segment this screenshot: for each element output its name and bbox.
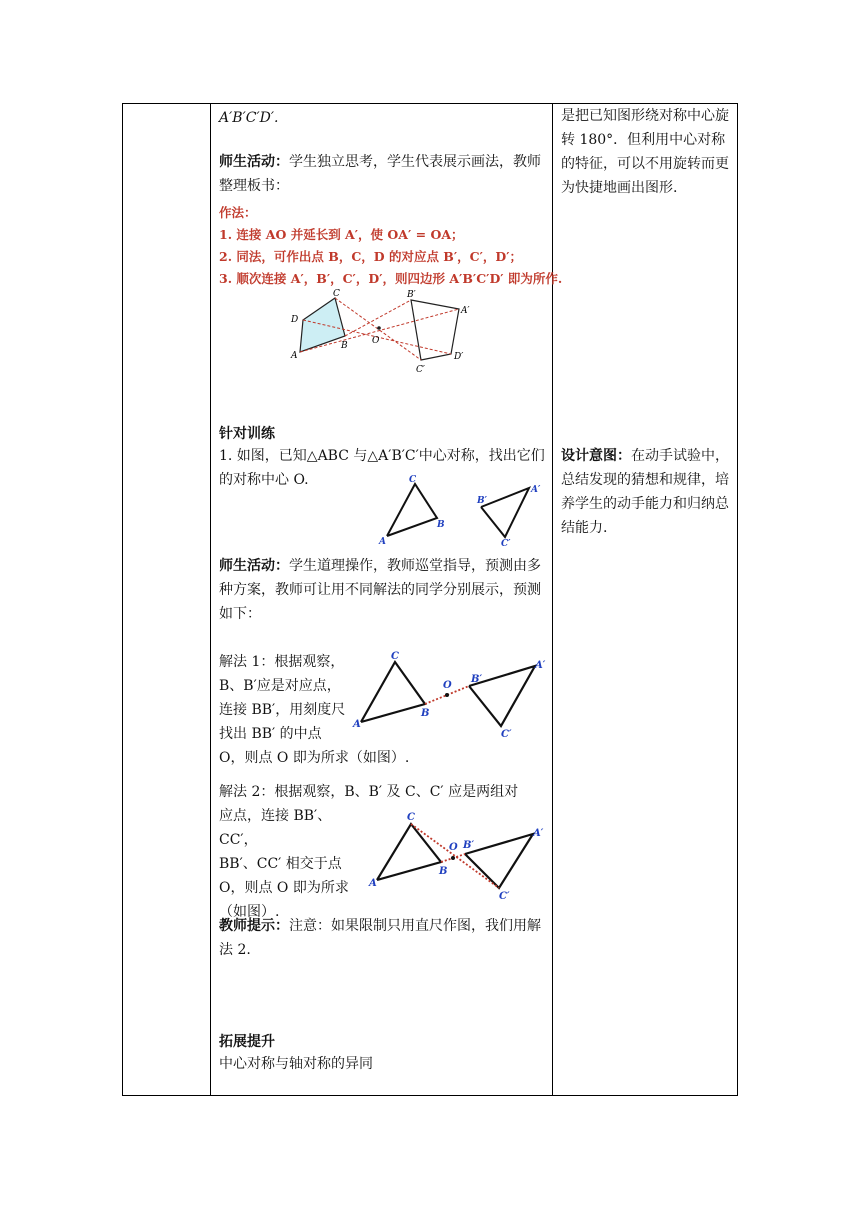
figure-triangles-question [379, 474, 549, 549]
svg-text:B: B [437, 520, 445, 530]
design-intent: 设计意图：在动手试验中，总结发现的猜想和规律，培养学生的动手能力和归纳总结能力. [561, 448, 729, 536]
method-block: 作法： 1. 连接 AO 并延长到 A′，使 OA′ = OA； 2. 同法，可作出点 B，C，D 的对应点 B′，C′，D′； 3. 顺次连接 A′，B′，C′，D′，则四边形 A′B′C′D′ 即为所作. [219, 205, 563, 286]
svg-text:C: C [333, 289, 340, 299]
svg-text:A: A [353, 719, 361, 730]
svg-text:A′: A′ [461, 306, 470, 316]
svg-text:C: C [407, 812, 415, 823]
text-top-line: A′B′C′D′. [219, 110, 279, 126]
figure-quadrilateral [283, 286, 483, 375]
svg-text:A′: A′ [533, 828, 544, 839]
svg-text:O: O [372, 336, 380, 346]
svg-text:B′: B′ [471, 674, 483, 685]
activity-1: 师生活动：学生独立思考，学生代表展示画法，教师整理板书： [219, 154, 541, 194]
svg-text:C: C [409, 475, 417, 485]
figure-solution-1 [353, 644, 553, 739]
svg-text:B′: B′ [463, 840, 475, 851]
svg-text:B: B [439, 866, 448, 877]
svg-text:B: B [341, 341, 348, 351]
teacher-hint: 教师提示：注意：如果限制只用直尺作图，我们用解法 2. [219, 918, 541, 958]
training-question: 1. 如图，已知△ABC 与△A′B′C′中心对称，找出它们的对称中心 O. [219, 448, 545, 488]
lesson-table [122, 103, 738, 1096]
svg-text:A′: A′ [535, 660, 546, 671]
svg-text:D: D [291, 315, 299, 325]
svg-text:A′: A′ [531, 485, 541, 495]
extend-text: 中心对称与轴对称的异同 [219, 1056, 373, 1072]
svg-text:C′: C′ [501, 539, 511, 549]
svg-text:B: B [421, 708, 430, 719]
svg-text:D′: D′ [454, 352, 464, 362]
svg-text:C′: C′ [499, 891, 510, 902]
svg-text:C′: C′ [416, 365, 425, 375]
svg-text:B′: B′ [477, 496, 487, 506]
svg-text:C: C [391, 651, 399, 662]
note-rotation: 是把已知图形绕对称中心旋转 180°．但利用中心对称的特征，可以不用旋转而更为快捷地画出图形. [561, 108, 729, 196]
svg-text:O: O [449, 842, 458, 853]
solution-2-intro: 解法 2：根据观察，B、B′ 及 C、C′ 应是两组对 [219, 784, 519, 800]
column-divider-2 [552, 104, 553, 1095]
svg-text:A: A [291, 351, 298, 361]
solution-1: 解法 1：根据观察， B、B′应是对应点， 连接 BB′，用刻度尺 找出 BB′ 的中点 O，则点 O 即为所求（如图）. [219, 654, 410, 766]
figure-solution-2 [367, 808, 553, 900]
activity-2: 师生活动：学生道理操作，教师巡堂指导，预测由多种方案，教师可让用不同解法的同学分别展示，预测如下： [219, 558, 541, 622]
extend-title: 拓展提升 [219, 1034, 275, 1050]
training-title: 针对训练 [219, 426, 275, 442]
svg-text:A: A [369, 878, 377, 889]
column-divider-1 [210, 104, 211, 1095]
svg-text:B′: B′ [407, 290, 416, 300]
solution-2: 应点，连接 BB′、CC′， BB′、CC′ 相交于点 O，则点 O 即为所求 （如图）. [219, 808, 349, 920]
svg-text:A: A [379, 537, 386, 547]
svg-text:C′: C′ [501, 729, 512, 740]
svg-text:O: O [443, 680, 452, 691]
